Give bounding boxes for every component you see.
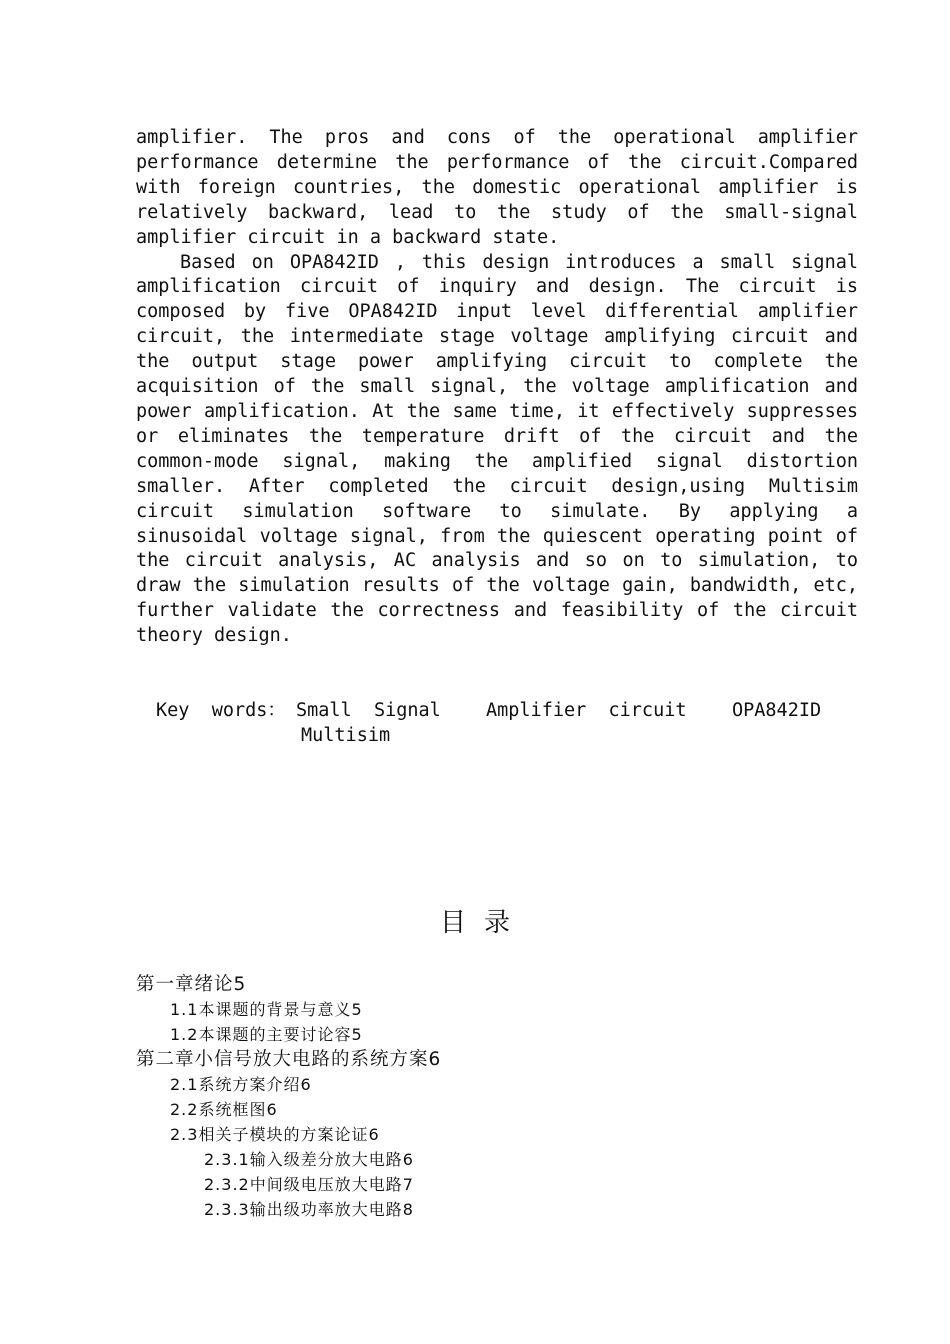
toc-entry-level-1[interactable]: 第二章小信号放大电路的系统方案6 [136, 1049, 442, 1070]
keywords-line-2 [156, 723, 856, 748]
toc-entry-level-3[interactable]: 2.3.3输出级功率放大电路8 [204, 1200, 414, 1219]
toc-entry-level-2[interactable]: 1.1本课题的背景与意义5 [170, 1000, 363, 1019]
keyword-amplifier-circuit: Amplifier circuit [486, 700, 687, 721]
toc-title: 目录 [439, 908, 528, 938]
keywords-block [156, 698, 856, 748]
keywords-line-1 [156, 698, 856, 723]
english-abstract [136, 126, 858, 649]
table-of-contents [136, 972, 836, 1222]
keyword-multisim: Multisim [301, 725, 391, 746]
toc-entry-level-2[interactable]: 2.2系统框图6 [170, 1100, 278, 1119]
toc-entry-level-2[interactable]: 1.2本课题的主要讨论容5 [170, 1025, 363, 1044]
toc-entry-level-3[interactable]: 2.3.1输入级差分放大电路6 [204, 1150, 414, 1169]
abstract-paragraph-2: Based on OPA842ID , this design introduces a small signal amplification circuit of inquiry and design. The circuit is composed by five OPA842ID input level differential amplifier circuit, the intermediate stage voltage amplifying circuit and the output stage power amplifying circuit to complete the acquisition of the small signal, the voltage amplification and power amplification. At the same time, it effectively suppresses or eliminates the temperature drift of the circuit and the common-mode signal, making the amplified signal distortion smaller. After completed the circuit design,using Multisim circuit simulation software to simulate. By applying a sinusoidal voltage signal, from the quiescent operating point of the circuit analysis, AC analysis and so on to simulation, to draw the simulation results of the voltage gain, bandwidth, etc, further validate the correctness and feasibility of the circuit theory design. [136, 251, 858, 647]
toc-entry-level-1[interactable]: 第一章绪论5 [136, 974, 247, 995]
keywords-label: Key words： [156, 700, 286, 721]
toc-entry-level-2[interactable]: 2.3相关子模块的方案论证6 [170, 1125, 380, 1144]
keyword-opa842id: OPA842ID [732, 700, 822, 721]
toc-entry-level-2[interactable]: 2.1系统方案介绍6 [170, 1075, 312, 1094]
toc-entry-level-3[interactable]: 2.3.2中间级电压放大电路7 [204, 1175, 414, 1194]
abstract-paragraph-1: amplifier. The pros and cons of the operational amplifier performance determine the performance of the circuit.Compared with foreign countries, the domestic operational amplifier is relatively backward, lead to the study of the small-signal amplifier circuit in a backward state. [136, 127, 858, 248]
keyword-small-signal: Small Signal [296, 700, 441, 721]
